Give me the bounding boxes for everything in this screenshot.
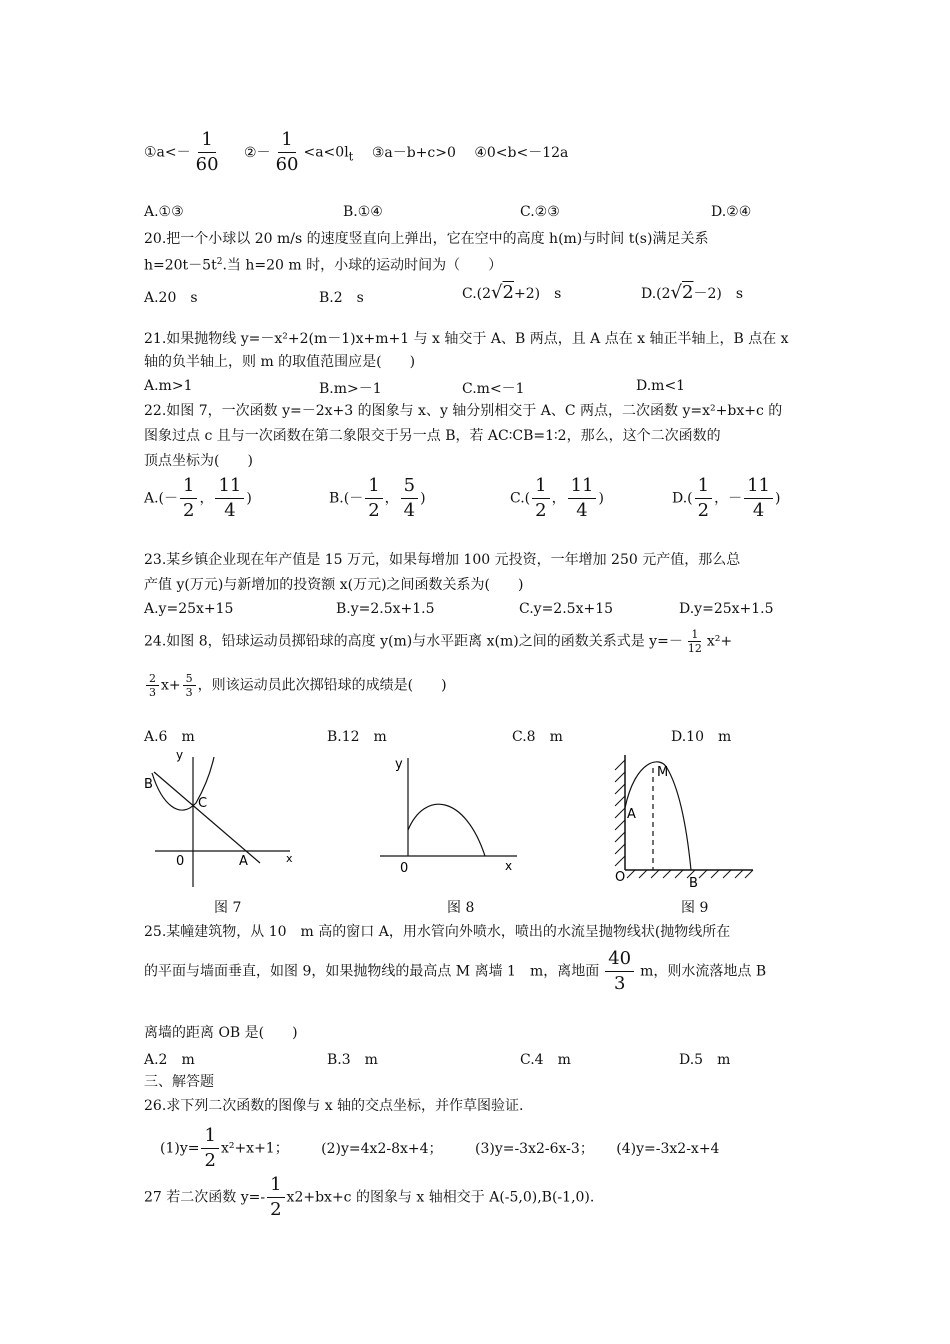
fig8-label-x: x [505, 859, 513, 873]
q27-line: 27 若二次函数 y=- $\frac{1}{2}$ x2+bx+c 的图象与 x 轴相交于 A(-5,0),B(-1,0). [144, 1174, 595, 1220]
q23-line2: 产值 y(万元)与新增加的投资额 x(万元)之间函数关系为( ) [144, 577, 524, 593]
q23-option-b: B.y=2.5x+1.5 [336, 601, 435, 617]
fig7-caption: 图 7 [214, 900, 242, 916]
q23-option-a: A.y=25x+15 [144, 601, 234, 617]
q20-option-a: A.20 s [144, 290, 198, 306]
fig9-caption: 图 9 [681, 900, 709, 916]
q19-cond1-text: ①a<－ [144, 144, 191, 161]
fig8-parabola [408, 804, 485, 856]
q19-cond2-text: ②－ [244, 144, 271, 161]
q19-option-d: D.②④ [711, 204, 752, 220]
fig9-label-m: M [657, 765, 669, 780]
fig7-label-a: A [239, 854, 248, 869]
fig9-wall-hatching [615, 760, 625, 866]
q19-cond2-tail: <a<0 [303, 144, 345, 161]
q22-line1: 22.如图 7，一次函数 y=－2x+3 的图象与 x、y 轴分别相交于 A、C 两点，二次函数 y=x²+bx+c 的 [144, 403, 783, 419]
q25-option-d: D.5 m [679, 1052, 731, 1068]
q19-cond4: ④0<b<－12a [474, 144, 569, 161]
q24-line1: 24.如图 8，铅球运动员掷铅球的高度 y(m)与水平距离 x(m)之间的函数关系式是 y=－ $\frac{1}{12}$ x²+ [144, 628, 733, 655]
q22-line3: 顶点坐标为( ) [144, 453, 253, 469]
q21-option-a: A.m>1 [144, 378, 193, 394]
q25-line3: 离墙的距离 OB 是( ) [144, 1025, 298, 1041]
fig8-label-y: y [395, 757, 403, 772]
q25-option-a: A.2 m [144, 1052, 195, 1068]
q22-option-a: A.(－ $\frac{1}{2}$ ， $\frac{11}{4}$ ) [144, 475, 252, 521]
fig7-label-o: 0 [176, 854, 185, 869]
figure-7 [140, 745, 300, 895]
fig7-line [154, 772, 260, 863]
q19-cond3: ③a－b+c>0 [371, 144, 456, 161]
q20-option-b: B.2 s [319, 290, 364, 306]
q21-option-c: C.m<－1 [462, 381, 525, 397]
q19-option-c: C.②③ [520, 204, 560, 220]
fig8-label-o: 0 [400, 861, 409, 876]
q19-cond2-l: l [344, 144, 349, 161]
q22-option-b: B.(－ $\frac{1}{2}$ ， $\frac{5}{4}$ ) [329, 475, 426, 521]
fig9-label-a: A [627, 807, 636, 822]
q26-parts: (1)y= $\frac{1}{2}$ x²+x+1； (2)y=4x2-8x+4； (3)y=-3x2-6x-3； (4)y=-3x2-x+4 [160, 1125, 720, 1171]
q25-line2: 的平面与墙面垂直，如图 9，如果抛物线的最高点 M 离墙 1 m，离地面 $\frac{40}{3}$ m，则水流落地点 B [144, 948, 767, 994]
q20-line1: 20.把一个小球以 20 m/s 的速度竖直向上弹出，它在空中的高度 h(m)与时间 t(s)满足关系 [144, 231, 709, 247]
q19-cond2-sub: t [348, 149, 354, 164]
figure-8 [375, 750, 525, 880]
figure-9 [605, 750, 765, 895]
q21-line1: 21.如果抛物线 y=－x²+2(m－1)x+m+1 与 x 轴交于 A、B 两点，且 A 点在 x 轴正半轴上，B 点在 x [144, 331, 789, 347]
q19-conditions [144, 128, 568, 177]
q25-option-b: B.3 m [327, 1052, 378, 1068]
q22-option-d: D.( $\frac{1}{2}$ ，－ $\frac{11}{4}$ ) [672, 475, 781, 521]
q24-line2: $\frac{2}{3}$ x+ $\frac{5}{3}$ ，则该运动员此次掷铅球的成绩是( ) [144, 672, 447, 699]
q23-line1: 23.某乡镇企业现在年产值是 15 万元，如果每增加 100 元投资，一年增加 250 元产值，那么总 [144, 552, 741, 568]
q24-option-d: D.10 m [671, 729, 732, 745]
fraction: $\frac{1}{60}$ [195, 129, 219, 175]
fig9-label-b: B [689, 876, 698, 891]
q24-option-c: C.8 m [512, 729, 563, 745]
q19-option-a: A.①③ [144, 204, 184, 220]
q24-option-a: A.6 m [144, 729, 195, 745]
q22-option-c: C.( $\frac{1}{2}$ ， $\frac{11}{4}$ ) [510, 475, 604, 521]
q26-line1: 26.求下列二次函数的图像与 x 轴的交点坐标，并作草图验证. [144, 1098, 524, 1114]
q19-option-b: B.①④ [343, 204, 383, 220]
q21-line2: 轴的负半轴上，则 m 的取值范围应是( ) [144, 354, 416, 370]
q20-line2: $h=20t-5t^2$.当 h=20 m 时，小球的运动时间为（ ） [144, 257, 503, 274]
fig9-label-o: O [615, 870, 626, 885]
q22-line2: 图象过点 c 且与一次函数在第二象限交于另一点 B，若 AC∶CB=1∶2，那么，这个二次函数的 [144, 428, 721, 444]
fig7-label-y: y [176, 748, 184, 762]
fig7-label-b: B [144, 777, 153, 792]
q20-option-d: D.(2√2－2) s [641, 282, 744, 303]
q25-option-c: C.4 m [520, 1052, 571, 1068]
q23-option-d: D.y=25x+1.5 [679, 601, 774, 617]
fig7-label-c: C [198, 796, 208, 811]
q21-option-d: D.m<1 [636, 378, 686, 394]
q23-option-c: C.y=2.5x+15 [519, 601, 614, 617]
fraction: $\frac{1}{60}$ [275, 129, 299, 175]
q21-option-b: B.m>－1 [319, 381, 382, 397]
fig8-caption: 图 8 [447, 900, 475, 916]
section-3-heading: 三、解答题 [144, 1074, 214, 1090]
q24-option-b: B.12 m [327, 729, 387, 745]
fig7-label-x: x [286, 852, 293, 865]
q25-line1: 25.某幢建筑物，从 10 m 高的窗口 A，用水管向外喷水，喷出的水流呈抛物线状(抛物线所在 [144, 924, 731, 940]
q20-option-c: C.(2√2+2) s [462, 282, 562, 303]
